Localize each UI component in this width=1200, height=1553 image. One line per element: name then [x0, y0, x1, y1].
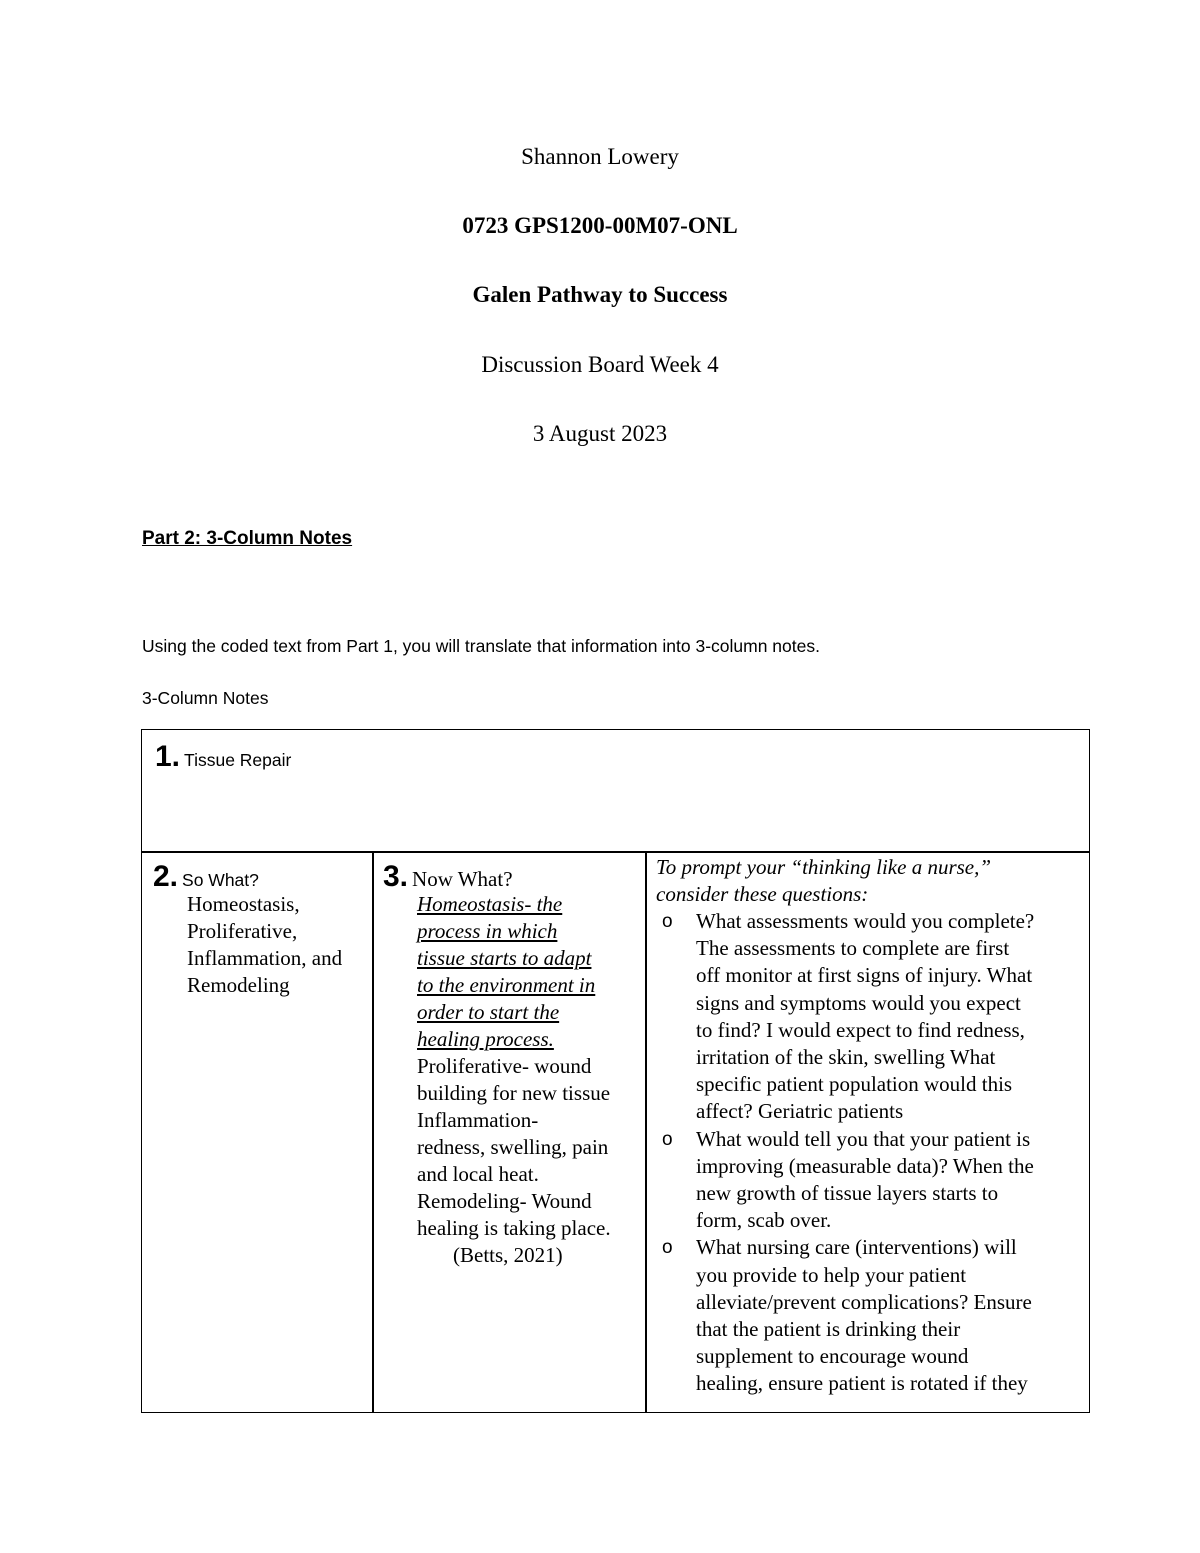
homeostasis-definition-line: tissue starts to adapt — [417, 946, 592, 970]
citation: (Betts, 2021) — [453, 1243, 563, 1267]
question-line: to find? I would expect to find redness, — [696, 1017, 1025, 1042]
homeostasis-definition-line: process in which — [417, 919, 558, 943]
so-what-line: Homeostasis, — [187, 892, 300, 916]
homeostasis-definition-line: healing process. — [417, 1027, 554, 1051]
question-line: form, scab over. — [696, 1208, 832, 1233]
part-heading: Part 2: 3-Column Notes — [142, 528, 353, 549]
question-item — [656, 908, 1034, 1126]
question-line: you provide to help your patient — [696, 1262, 967, 1287]
so-what-cell — [141, 851, 374, 1413]
question-line: off monitor at first signs of injury. What — [696, 963, 1033, 988]
question-item — [656, 1234, 1034, 1397]
question-line: What assessments would you complete? — [696, 909, 1035, 933]
bullet-icon: o — [662, 1128, 673, 1150]
notes-label: 3-Column Notes — [142, 688, 269, 708]
topic-label: Tissue Repair — [184, 750, 292, 770]
so-what-line: Proliferative, — [187, 919, 298, 943]
prompt-cell — [645, 851, 1090, 1413]
now-what-label: Now What? — [412, 867, 513, 891]
so-what-label: So What? — [182, 870, 259, 890]
question-item — [656, 1126, 1034, 1235]
intro-text: Using the coded text from Part 1, you will translate that information into 3-column notes. — [142, 636, 820, 656]
now-what-line: Remodeling- Wound — [417, 1189, 592, 1213]
question-line: new growth of tissue layers starts to — [696, 1181, 999, 1206]
now-what-cell — [372, 851, 647, 1413]
so-what-line: Remodeling — [187, 973, 290, 997]
author-name: Shannon Lowery — [521, 144, 679, 169]
question-line: that the patient is drinking their — [696, 1317, 961, 1342]
prompt-line: consider these questions: — [656, 882, 869, 906]
bullet-icon: o — [662, 1237, 673, 1259]
now-what-line: and local heat. — [417, 1162, 539, 1186]
question-line: What would tell you that your patient is — [696, 1126, 1031, 1151]
assignment-title: Discussion Board Week 4 — [481, 352, 719, 377]
so-what-line: Inflammation, and — [187, 946, 343, 970]
question-line: specific patient population would this — [696, 1072, 1013, 1097]
question-list — [656, 908, 1034, 1398]
now-what-line: redness, swelling, pain — [417, 1135, 609, 1159]
now-what-line: Proliferative- wound — [417, 1054, 592, 1078]
question-line: What nursing care (interventions) will — [696, 1235, 1017, 1260]
course-code: 0723 GPS1200-00M07-ONL — [462, 213, 738, 238]
now-what-line: building for new tissue — [417, 1081, 611, 1105]
question-line: supplement to encourage wound — [696, 1344, 969, 1369]
prompt-line: To prompt your “thinking like a nurse,” — [656, 855, 992, 879]
question-line: irritation of the skin, swelling What — [696, 1045, 996, 1070]
question-line: alleviate/prevent complications? Ensure — [696, 1289, 1032, 1314]
question-line: affect? Geriatric patients — [696, 1099, 904, 1124]
homeostasis-definition-line: to the environment in — [417, 973, 596, 997]
question-line: The assessments to complete are first — [696, 936, 1010, 961]
homeostasis-definition-line: Homeostasis- the — [417, 892, 563, 916]
so-what-number: 2. — [153, 860, 179, 893]
now-what-line: healing is taking place. — [417, 1216, 611, 1240]
document-date: 3 August 2023 — [532, 421, 668, 446]
now-what-line: Inflammation- — [417, 1108, 539, 1132]
bullet-icon: o — [662, 911, 673, 932]
question-line: signs and symptoms would you expect — [696, 990, 1021, 1015]
now-what-number: 3. — [383, 860, 409, 893]
course-name: Galen Pathway to Success — [472, 282, 728, 307]
topic-cell — [141, 729, 1090, 853]
homeostasis-definition-line: order to start the — [417, 1000, 560, 1024]
topic-number: 1. — [155, 740, 181, 773]
question-line: healing, ensure patient is rotated if they — [696, 1371, 1028, 1396]
question-line: improving (measurable data)? When the — [696, 1153, 1034, 1178]
